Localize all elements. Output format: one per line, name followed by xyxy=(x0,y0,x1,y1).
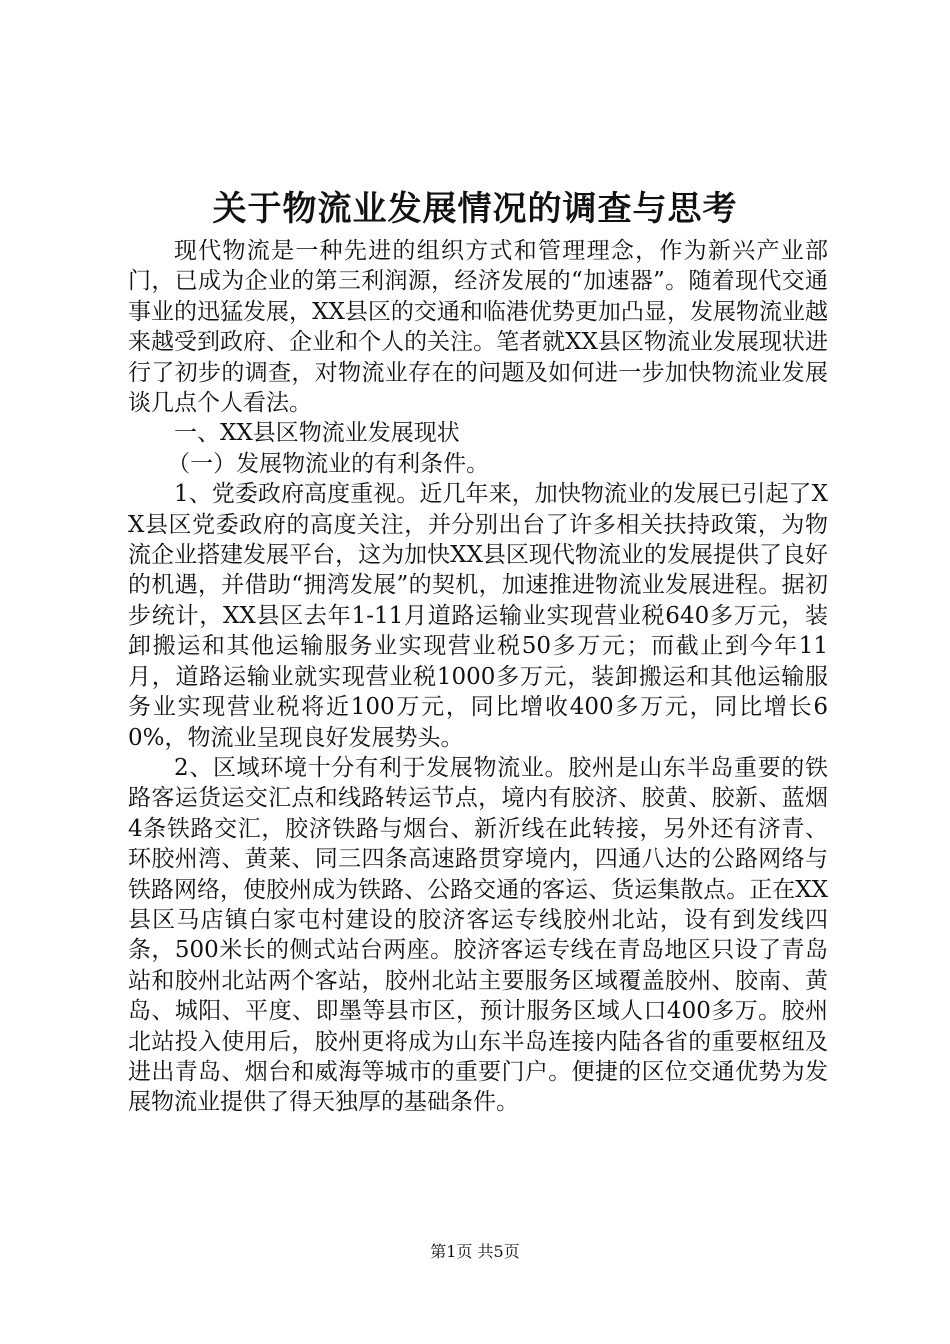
section-heading: 一、XX县区物流业发展现状 xyxy=(174,420,460,447)
document-body xyxy=(128,236,828,1118)
paragraph-intro: 现代物流是一种先进的组织方式和管理理念，作为新兴产业部门，已成为企业的第三利润源，经济发展的“加速器”。随着现代交通事业的迅猛发展，XX县区的交通和临港优势更加凸显，发展物流业越来越受到政府、企业和个人的关注。笔者就XX县区物流业发展现状进行了初步的调查，对物流业存在的问题及如何进一步加快物流业发展谈几点个人看法。 xyxy=(128,238,828,417)
document-title: 关于物流业发展情况的调查与思考 xyxy=(212,189,738,229)
subsection-heading: （一）发展物流业的有利条件。 xyxy=(167,450,490,477)
paragraph-point-1: 1、党委政府高度重视。近几年来，加快物流业的发展已引起了XX县区党委政府的高度关注，并分别出台了许多相关扶持政策，为物流企业搭建发展平台，这为加快XX县区现代物流业的发展提供了良好的机遇，并借助“拥湾发展”的契机，加速推进物流业发展进程。据初步统计，XX县区去年1-11月道路运输业实现营业税640多万元，装卸搬运和其他运输服务业实现营业税50多万元；而截止到今年11月，道路运输业就实现营业税1000多万元，装卸搬运和其他运输服务业实现营业税将近100万元，同比增收400多万元，同比增长60%，物流业呈现良好发展势头。 xyxy=(128,481,828,751)
paragraph-point-2: 2、区域环境十分有利于发展物流业。胶州是山东半岛重要的铁路客运货运交汇点和线路转运节点，境内有胶济、胶黄、胶新、蓝烟4条铁路交汇，胶济铁路与烟台、新沂线在此转接，另外还有济青、环胶州湾、黄莱、同三四条高速路贯穿境内，四通八达的公路网络与铁路网络，使胶州成为铁路、公路交通的客运、货运集散点。正在XX县区马店镇白家屯村建设的胶济客运专线胶州北站，设有到发线四条，500米长的侧式站台两座。胶济客运专线在青岛地区只设了青岛站和胶州北站两个客站，胶州北站主要服务区域覆盖胶州、胶南、黄岛、城阳、平度、即墨等县市区，预计服务区域人口400多万。胶州北站投入使用后，胶州更将成为山东半岛连接内陆各省的重要枢纽及进出青岛、烟台和威海等城市的重要门户。便捷的区位交通优势为发展物流业提供了得天独厚的基础条件。 xyxy=(128,754,828,1116)
page-number-footer: 第1页 共5页 xyxy=(430,1242,520,1261)
